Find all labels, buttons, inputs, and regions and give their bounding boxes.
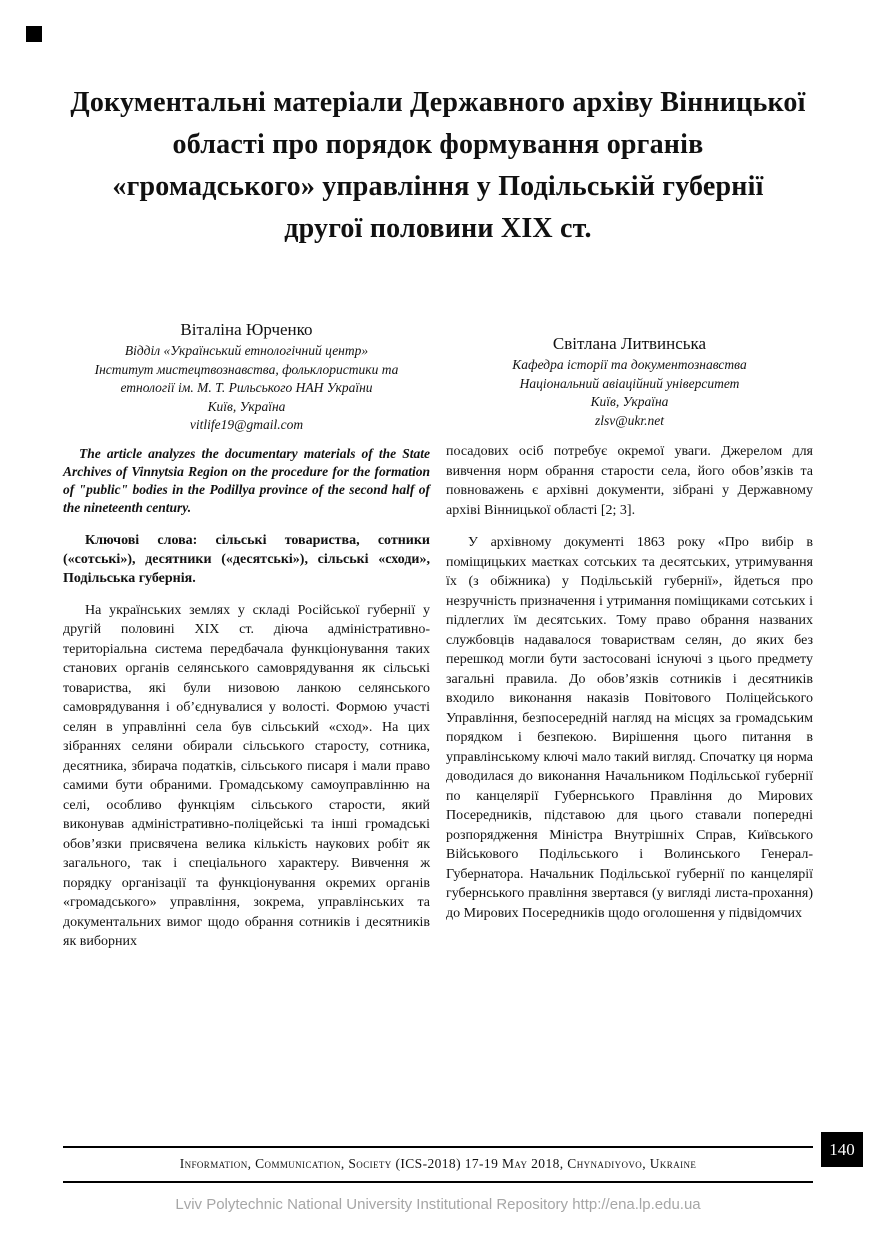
left-column (63, 318, 430, 952)
abstract: The article analyzes the documentary materials of the State Archives of Vinnytsia Region on the procedure for the formation of "public" bodies in the Podillya province of the second half of the nineteenth century. (63, 445, 430, 515)
author-email-right: zlsv@ukr.net (594, 412, 665, 428)
author-email-left: vitlife19@gmail.com (189, 417, 304, 432)
repository-note: Lviv Polytechnic National University Institutional Repository http://ena.lp.edu.ua (175, 1196, 701, 1213)
author-name-right: Світлана Литвинська (552, 334, 707, 353)
author-block-right (446, 332, 813, 430)
body-paragraph-right: У архівному документі 1863 року «Про вибір в поміщицьких маєтках сотських та десятських, утримування їх (з обіжника) у Подільській губернії», йдеться про незручність призначення і утримання поміщиками сотських і підлеглих їм десятських. Тому право обрання названих службовців надавалося товариствам селян, до яких без перешкод могли бути застосовані існуючі з цього предмету загальні правила. До обов’язків сотників і десятників входило виконання наказів Повітового Поліцейського Управління, безпосередній нагляд на місцях за громадським порядком і безпекою. Вирішення цього питання в управлінському ключі мало такий вигляд. Спочатку ця норма доводилася до виконання Начальником Подільської губернії по канцелярії Губернського Правління до Мирових Посередників, підставою для цього ставали попередні розпорядження Міністра Внутрішніх Справ, Київського Військового Подільського і Волинського Генерал-Губернатора. Начальник Подільської губернії по канцелярії губернського правління звертався (у вигляді листа-прохання) до Мирових Посередників щодо оголошення у підвідомчих (446, 535, 813, 921)
keywords (63, 531, 430, 588)
author-affiliation-line: Київ, Україна (207, 398, 286, 414)
author-block-left (63, 318, 430, 435)
body-paragraph-left: На українських землях у складі Російської губернії у другій половині XIX ст. діюча адміністративно-територіальна система передбачала функціонування таких станових органів селянського самоврядування як сільські товариства, які були низовою ланкою селянського самоврядування і об’єднувалися у волості. Формою участі селян в управлінні села був сільський «сход». На цих зібраннях селяни обирали сільського старосту, сотника, десятника, збирача податків, сільського писаря і мали право самими бути обраними. Громадському самоуправлінню на селі, особливо функціям сільського старости, який виконував адміністративно-поліцейські та інші громадські обов’язки присвячена велика кількість наукових робіт як загального, так і спеціального характеру. Вивчення ж порядку організації та функціонування окремих органів «громадського» управління, зокрема, управлінських та документальних вимог щодо обрання сотників і десятників як виборних (63, 602, 430, 949)
author-affiliation-line: Київ, Україна (590, 394, 669, 409)
author-affiliation-line: етнології ім. М. Т. Рильського НАН України (120, 380, 373, 395)
paper-title: Документальні матеріали Державного архіву Вінницької області про порядок формування органів «громадського» управління у Подільській губернії другої половини XIX ст. (70, 87, 806, 244)
author-affiliation-line: Національний авіаційний університет (519, 375, 740, 391)
author-affiliation-line: Відділ «Український етнологічний центр» (124, 343, 369, 358)
right-column (446, 318, 813, 952)
keywords-text: сільські товариства, сотники («сотські»), десятники («десятські»), сільські «сходи», Подільська губернія. (63, 532, 430, 586)
page-number: 140 (821, 1132, 863, 1167)
corner-mark (26, 26, 42, 42)
keywords-label: Ключові слова: (85, 532, 198, 548)
author-affiliation-line: Кафедра історії та документознавства (512, 357, 747, 372)
conference-footer-text: Information, Communication, Society (ICS-2018) 17-19 May 2018, Chynadiyovo, Ukraine (179, 1156, 697, 1171)
two-column-layout (63, 318, 813, 952)
conference-footer (63, 1146, 813, 1183)
body-paragraph-right-continuation: посадових осіб потребує окремої уваги. Джерелом для вивчення норм обрання старости села, його обов’язків та повноважень є архівні документи, зібрані у Державному архіві Вінницької області [2; 3]. (446, 444, 813, 518)
author-affiliation-line: Інститут мистецтвознавства, фольклористики та (94, 361, 399, 377)
author-name-left: Віталіна Юрченко (180, 320, 313, 339)
